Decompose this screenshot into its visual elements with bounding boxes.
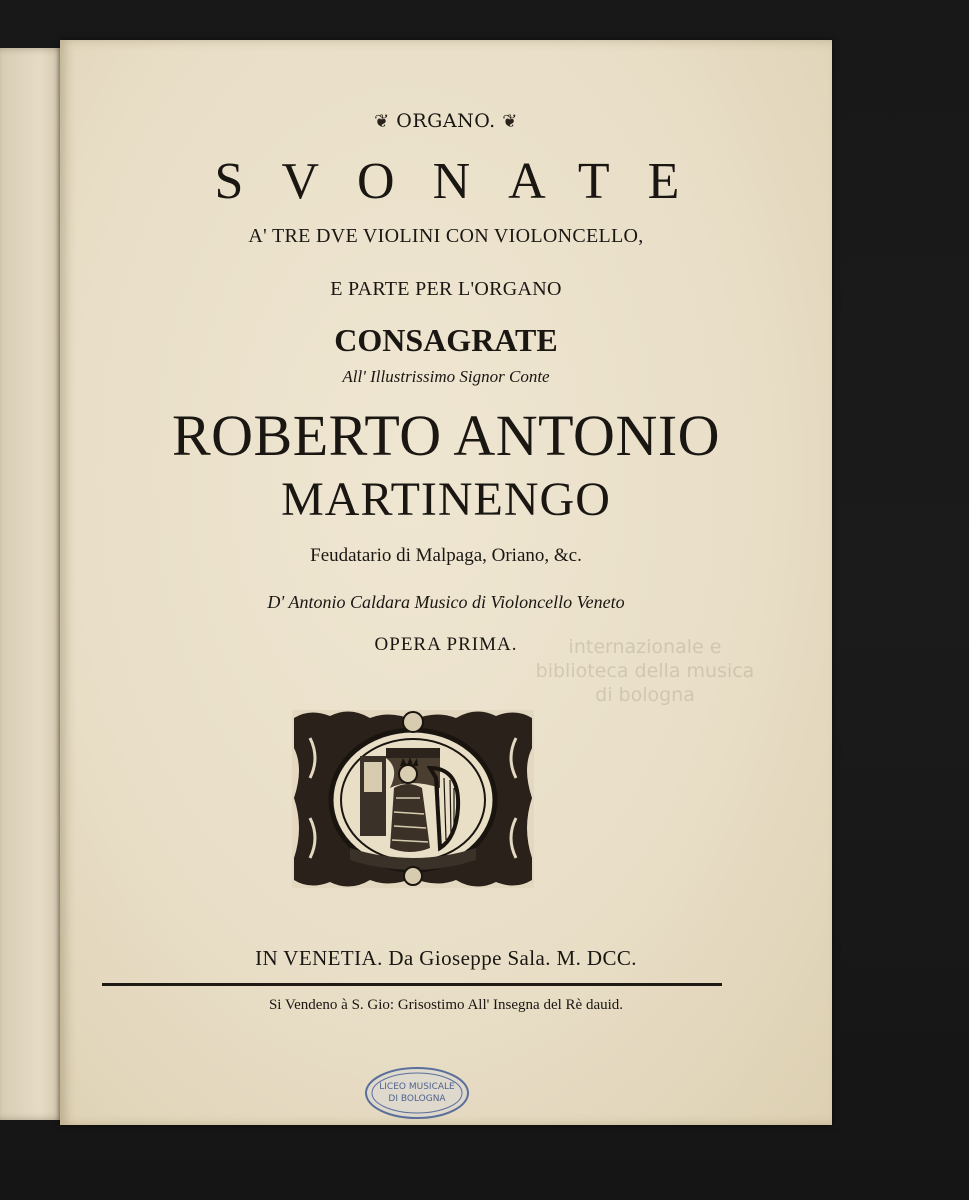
imprint-rule	[102, 983, 722, 986]
dedication-intro: All' Illustrissimo Signor Conte	[342, 367, 550, 386]
opus-number: OPERA PRIMA.	[374, 634, 518, 655]
svg-text:DI BOLOGNA: DI BOLOGNA	[388, 1094, 446, 1104]
subtitle-organ-part: E PARTE PER L'ORGANO	[330, 278, 562, 300]
dedicatee-surname: MARTINENGO	[281, 473, 611, 526]
main-title: SVONATE	[214, 153, 718, 210]
svg-text:LICEO MUSICALE: LICEO MUSICALE	[379, 1082, 455, 1092]
dedicatee-name: ROBERTO ANTONIO	[171, 403, 721, 468]
woodcut-king-david-harp-icon	[290, 708, 536, 890]
title-page	[60, 40, 832, 1125]
dedication-heading: CONSAGRATE	[334, 322, 558, 358]
subtitle-instruments: A' TRE DVE VIOLINI CON VIOLONCELLO,	[248, 225, 644, 247]
fleuron-left-icon: ❦	[374, 111, 390, 132]
composer-credit: D' Antonio Caldara Musico di Violoncello Veneto	[267, 592, 625, 612]
library-stamp-icon	[363, 1065, 471, 1121]
imprint-line: IN VENETIA. Da Gioseppe Sala. M. DCC.	[255, 946, 637, 970]
dedicatee-titles: Feudatario di Malpaga, Oriano, &c.	[310, 545, 582, 566]
fleuron-right-icon: ❦	[502, 111, 518, 132]
part-label: ORGANO.	[396, 110, 496, 132]
previous-page-edge	[0, 48, 66, 1120]
voice-part-heading	[60, 110, 832, 132]
faint-watermark: internazionale e biblioteca della musica di bologna	[535, 636, 755, 706]
bookseller-line: Si Vendeno à S. Gio: Grisostimo All' Insegna del Rè dauid.	[268, 997, 624, 1013]
